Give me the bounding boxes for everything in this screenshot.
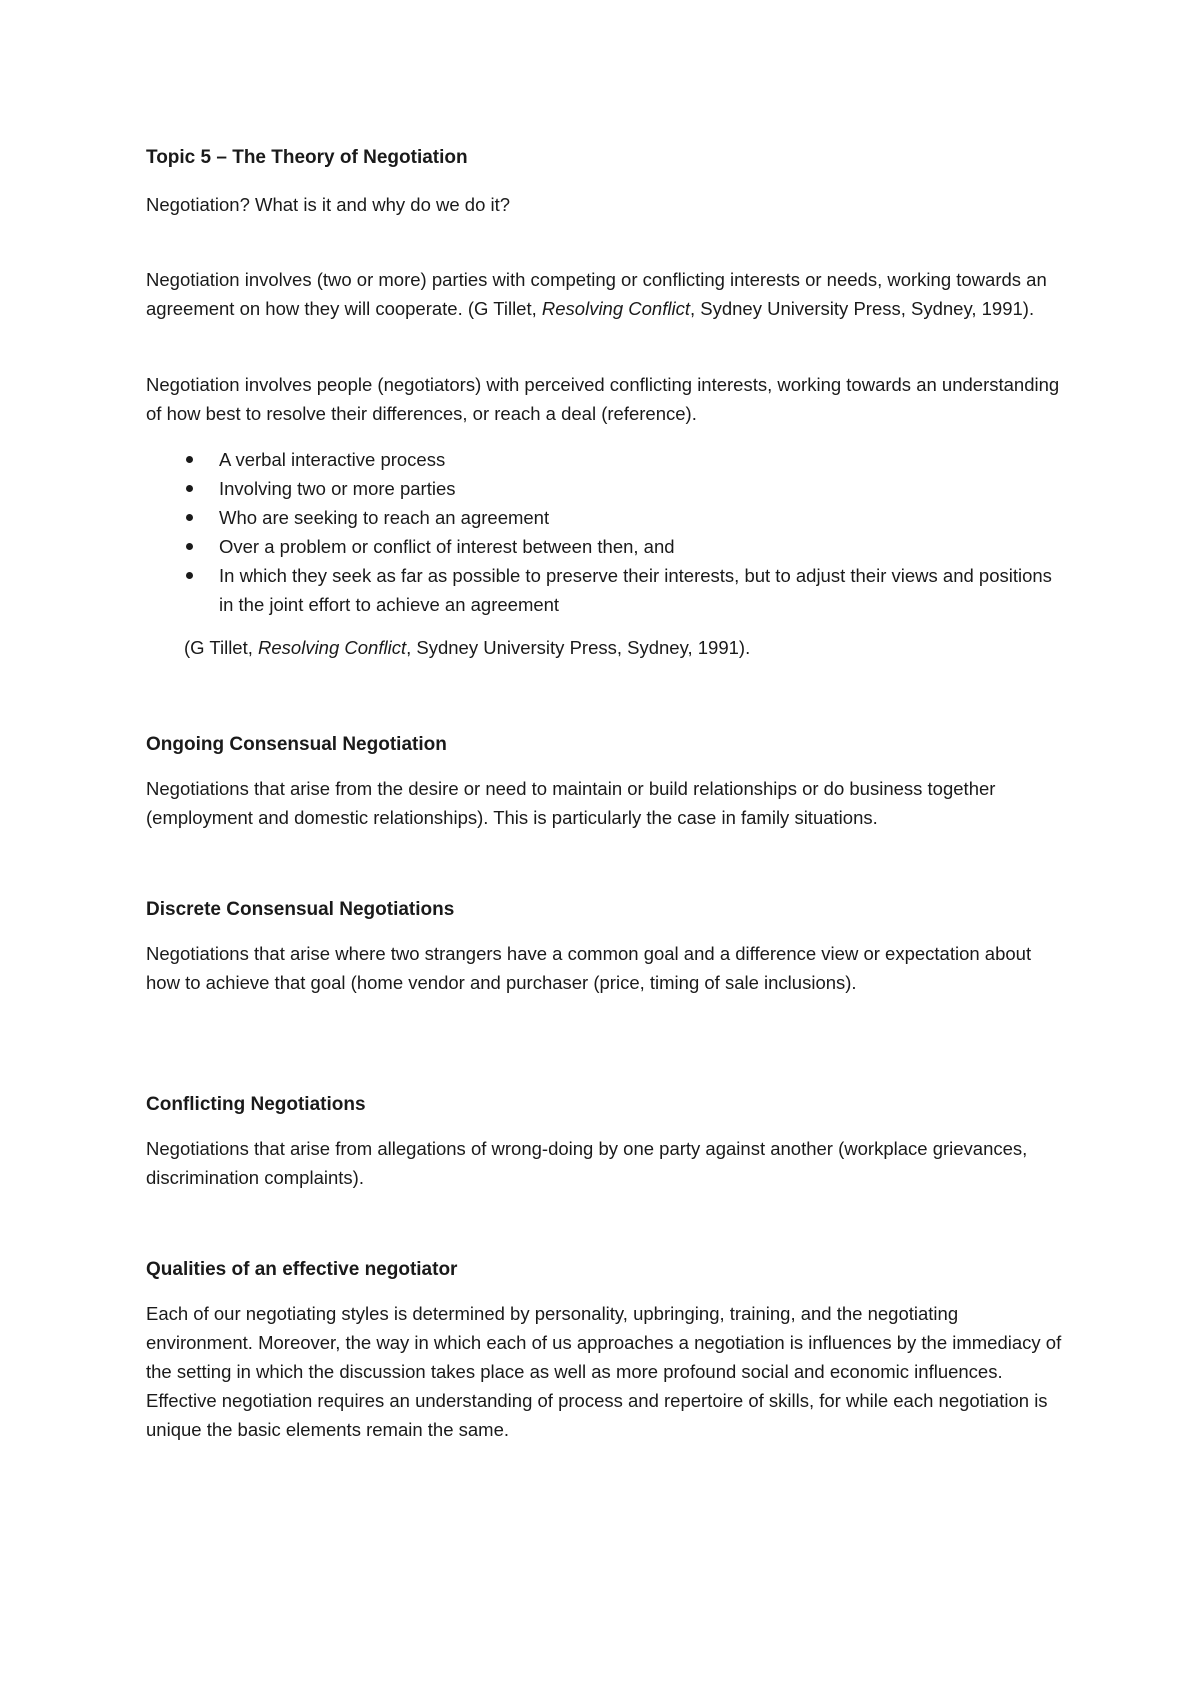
definition-1-source: , Sydney University Press, Sydney, 1991). [689,298,1035,319]
bullet-text: Over a problem or conflict of interest between then, and [219,536,675,557]
document-subtitle: Negotiation? What is it and why do we do it? [146,194,511,215]
bullet-text: Involving two or more parties [219,478,456,499]
section-body-discrete: Negotiations that arise where two strangers have a common goal and a difference view or expectation about how to achieve that goal (home vendor and purchaser (price, timing of sale inclusions). [146,943,1032,993]
citation-book-title: Resolving Conflict [258,637,407,658]
bullet-item [146,474,1066,503]
section-body-ongoing: Negotiations that arise from the desire or need to maintain or build relationships or do business together (employment and domestic relationships). This is particularly the case in family situations. [146,778,996,828]
citation-source: , Sydney University Press, Sydney, 1991). [406,637,751,658]
section-heading-qualities: Qualities of an effective negotiator [146,1259,458,1280]
bullet-icon [186,543,193,550]
citation [184,637,750,659]
bullet-text: Who are seeking to reach an agreement [219,507,550,528]
bullet-text: A verbal interactive process [219,449,446,470]
citation-text: (G Tillet, [184,637,259,658]
bullet-list [146,445,1066,619]
bullet-item [146,532,1066,561]
bullet-item [146,561,1066,619]
definition-1-book-title: Resolving Conflict [541,298,690,319]
definition-paragraph-2: Negotiation involves people (negotiators) with perceived conflicting interests, working towards an understanding of how best to resolve their differences, or reach a deal (reference). [146,374,1060,424]
bullet-icon [186,485,193,492]
section-body-qualities: Each of our negotiating styles is determined by personality, upbringing, training, and the negotiating environment. Moreover, the way in which each of us approaches a negotiation is influences by the immediacy of the setting in which the discussion takes place as well as more profound social and economic influences. Effective negotiation requires an understanding of process and repertoire of skills, for while each negotiation is unique the basic elements remain the same. [146,1303,1062,1440]
bullet-text: In which they seek as far as possible to preserve their interests, but to adjust their views and positions in the joint effort to achieve an agreement [219,565,1052,615]
section-heading-ongoing: Ongoing Consensual Negotiation [146,734,447,755]
bullet-icon [186,514,193,521]
definition-1-text: Negotiation involves (two or more) parties with competing or conflicting interests or needs, working towards an agreement on how they will cooperate. (G Tillet, [146,269,1047,319]
section-heading-discrete: Discrete Consensual Negotiations [146,899,455,920]
bullet-icon [186,456,193,463]
section-heading-conflicting: Conflicting Negotiations [146,1094,366,1115]
document-title: Topic 5 – The Theory of Negotiation [146,147,468,168]
bullet-icon [186,572,193,579]
bullet-item [146,503,1066,532]
definition-paragraph-1 [146,265,1066,323]
bullet-item [146,445,1066,474]
section-body-conflicting: Negotiations that arise from allegations of wrong-doing by one party against another (workplace grievances, discrimination complaints). [146,1138,1028,1188]
